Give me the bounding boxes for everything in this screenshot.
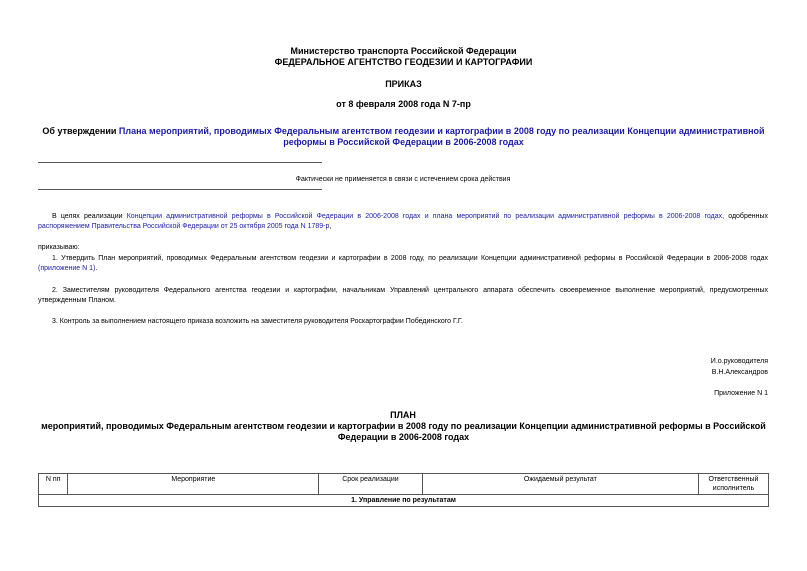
ministry-name: Министерство транспорта Российской Федерации	[290, 46, 517, 56]
plan-subheading: мероприятий, проводимых Федеральным агентством геодезии и картографии в 2008 году по реализации Концепции административной реформы в Российской Федерации в 2006-2008 годах	[41, 421, 766, 442]
plan-heading: ПЛАН	[390, 410, 416, 420]
header-expected-result: Ожидаемый результат	[422, 474, 698, 495]
header-number: N пп	[39, 474, 68, 495]
divider-bottom	[38, 189, 322, 190]
signature-name: В.Н.Александров	[711, 369, 768, 376]
preamble-text-3: ,	[329, 223, 332, 230]
document-date-number: от 8 февраля 2008 года N 7-пр	[336, 99, 471, 109]
order-item-1	[38, 254, 768, 274]
order-item-3: 3. Контроль за выполнением настоящего приказа возложить на заместителя руководителя Роскартографии Побединского Г.Г.	[52, 318, 463, 325]
signature-position: И.о.руководителя	[710, 358, 768, 365]
item1-text: 1. Утвердить План мероприятий, проводимых Федеральным агентством геодезии и картографии в 2008 году, по реализации Концепции административной реформы в Российской Федерации в 2006-2008 годах	[52, 255, 768, 262]
concept-link[interactable]: Концепции административной реформы в Российской Федерации в 2006-2008 годах и плана мероприятий по реализации административной реформы в 2006-2008 годах	[126, 213, 723, 220]
status-note: Фактически не применяется в связи с истечением срока действия	[295, 176, 511, 183]
preamble	[38, 212, 768, 232]
item1-end: .	[95, 265, 98, 272]
appendix-label: Приложение N 1	[714, 390, 768, 397]
government-order-link[interactable]: распоряжением Правительства Российской Федерации от 25 октября 2005 года N 1789-р	[38, 223, 330, 230]
preamble-text-2: , одобренных	[722, 213, 768, 220]
document-title	[40, 126, 767, 148]
document-type: ПРИКАЗ	[385, 79, 422, 89]
section-1-title: 1. Управление по результатам	[39, 495, 769, 507]
preamble-text-1: В целях реализации	[52, 213, 127, 220]
appendix-link[interactable]: (приложение N 1)	[38, 265, 96, 272]
title-link[interactable]: Плана мероприятий, проводимых Федеральным агентством геодезии и картографии в 2008 году по реализации Концепции административной реформы в Российской Федерации в 2006-2008 годах	[118, 126, 765, 147]
header-activity: Мероприятие	[68, 474, 319, 495]
plan-table	[38, 473, 769, 507]
order-word: приказываю:	[38, 244, 80, 251]
table-header-row	[39, 474, 769, 495]
order-item-2: 2. Заместителям руководителя Федерального агентства геодезии и картографии, начальникам Управлений центрального аппарата обеспечить своевременное выполнение мероприятий, предусмотренных утвержденным Планом.	[38, 287, 768, 304]
header-deadline: Срок реализации	[319, 474, 423, 495]
table-row	[39, 495, 769, 507]
title-prefix: Об утверждении	[42, 126, 119, 136]
divider-top	[38, 162, 322, 163]
header-responsible: Ответственный исполнитель	[698, 474, 768, 495]
agency-name: ФЕДЕРАЛЬНОЕ АГЕНТСТВО ГЕОДЕЗИИ И КАРТОГРАФИИ	[274, 57, 533, 67]
